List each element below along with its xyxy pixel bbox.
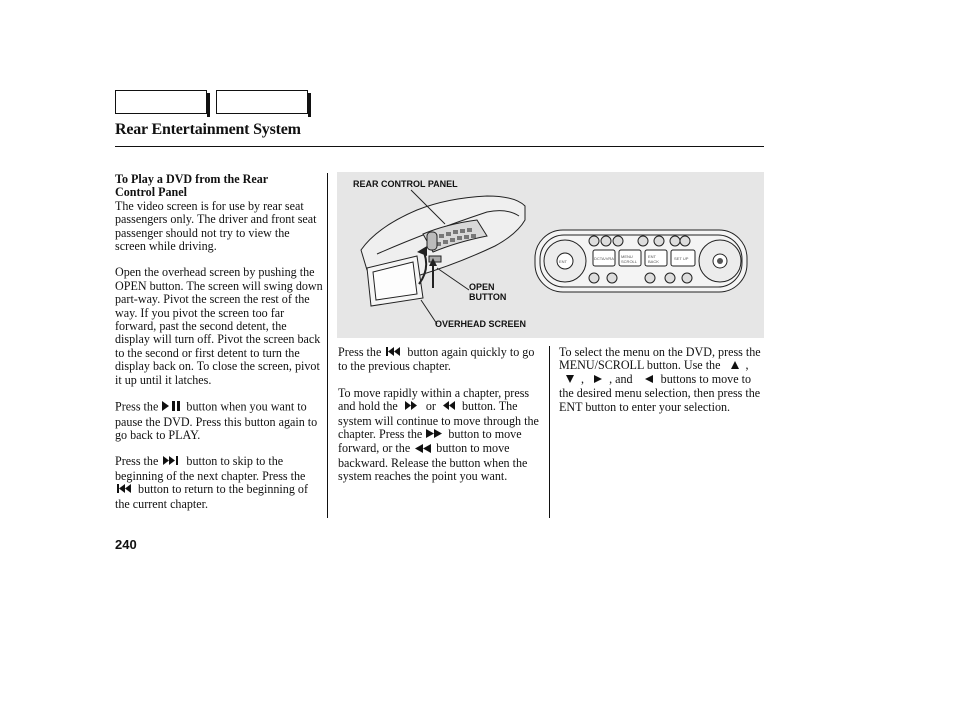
- text-segment: , and: [609, 372, 633, 387]
- rewind-icon: [439, 400, 459, 414]
- paragraph-pause: [115, 400, 323, 442]
- column-3: [559, 346, 764, 427]
- down-arrow-icon: [565, 374, 575, 387]
- up-arrow-icon: [730, 360, 740, 373]
- rear-control-panel-figure: [337, 172, 764, 338]
- paragraph-skip: [115, 455, 323, 511]
- svg-text:BACK: BACK: [648, 259, 659, 264]
- fast-forward-icon: [401, 400, 423, 414]
- text-segment: button again quickly to go to the previous chapter.: [338, 345, 535, 374]
- text-segment: button to move forward, or the: [338, 427, 522, 456]
- text-segment: ,: [581, 372, 585, 387]
- figure-illustration: [337, 172, 764, 338]
- fast-forward-icon: [425, 428, 445, 442]
- text-segment: or: [425, 399, 436, 414]
- rewind-icon: [413, 443, 433, 457]
- text-segment: button when you want to pause the DVD. Press this button again to go back to PLAY.: [115, 399, 318, 442]
- page-title: Rear Entertainment System: [115, 121, 301, 138]
- left-arrow-icon: [644, 374, 654, 387]
- svg-text:ENT: ENT: [648, 254, 656, 259]
- paragraph-previous-chapter: [338, 346, 543, 374]
- text-segment: button to return to the beginning of the current chapter.: [115, 482, 308, 511]
- svg-text:SET UP: SET UP: [674, 256, 689, 261]
- skip-back-icon: [115, 483, 135, 497]
- text-segment: button. The system will continue to move through the chapter. Press the: [338, 399, 539, 442]
- svg-text:MENU: MENU: [621, 254, 633, 259]
- text-segment: To select the menu on the DVD, press the MENU/SCROLL button. Use the: [559, 345, 761, 373]
- play-pause-icon: [161, 400, 183, 415]
- column-2: [338, 346, 543, 497]
- svg-text:DCTA/VRA: DCTA/VRA: [594, 256, 614, 261]
- column-divider: [327, 173, 328, 518]
- skip-forward-icon: [161, 455, 183, 469]
- paragraph-menu: [559, 346, 764, 414]
- column-divider: [549, 346, 550, 518]
- text-segment: button to move backward. Release the button when the system reaches the point you want.: [338, 441, 528, 484]
- paragraph-passenger-warning: The video screen is for use by rear seat passengers only. The driver and front seat passenger should not try to view the screen while driving.: [115, 198, 317, 254]
- paragraph-open-screen: Open the overhead screen by pushing the OPEN button. The screen will swing down part-way. Pivot the screen the rest of the way. If you pivot the screen too far forward, past the second detent, the display will turn off. Pivot the screen back to the second or first detent to turn the display back on. To close the screen, pivot it up until it latches.: [115, 265, 323, 387]
- text-segment: To move rapidly within a chapter, press and hold the: [338, 385, 530, 414]
- right-arrow-icon: [593, 374, 603, 387]
- text-segment: Press the: [115, 399, 159, 414]
- text-segment: Press the: [338, 345, 382, 359]
- title-rule: [115, 146, 764, 147]
- column-1: [115, 173, 323, 524]
- text-segment: Press the: [115, 454, 159, 469]
- label-overhead-screen: OVERHEAD SCREEN: [435, 319, 527, 329]
- section-heading-line2: Control Panel: [115, 185, 188, 200]
- svg-text:ENT: ENT: [559, 259, 567, 264]
- text-segment: button to skip to the beginning of the next chapter. Press the: [115, 454, 306, 483]
- label-open-button-line2: BUTTON: [469, 292, 507, 302]
- nav-tab-box-1[interactable]: [115, 90, 207, 114]
- skip-back-icon: [384, 346, 404, 360]
- label-rear-control-panel: REAR CONTROL PANEL: [353, 179, 458, 189]
- text-segment: buttons to move to the desired menu selection, then press the ENT button to enter your selection.: [559, 372, 761, 414]
- page-number: 240: [115, 537, 137, 552]
- label-open-button-line1: OPEN: [469, 282, 495, 292]
- text-segment: ,: [745, 358, 749, 373]
- section-heading-line1: To Play a DVD from the Rear: [115, 172, 269, 186]
- paragraph-scan: [338, 387, 543, 484]
- nav-tab-box-2[interactable]: [216, 90, 308, 114]
- svg-text:SCROLL: SCROLL: [621, 259, 638, 264]
